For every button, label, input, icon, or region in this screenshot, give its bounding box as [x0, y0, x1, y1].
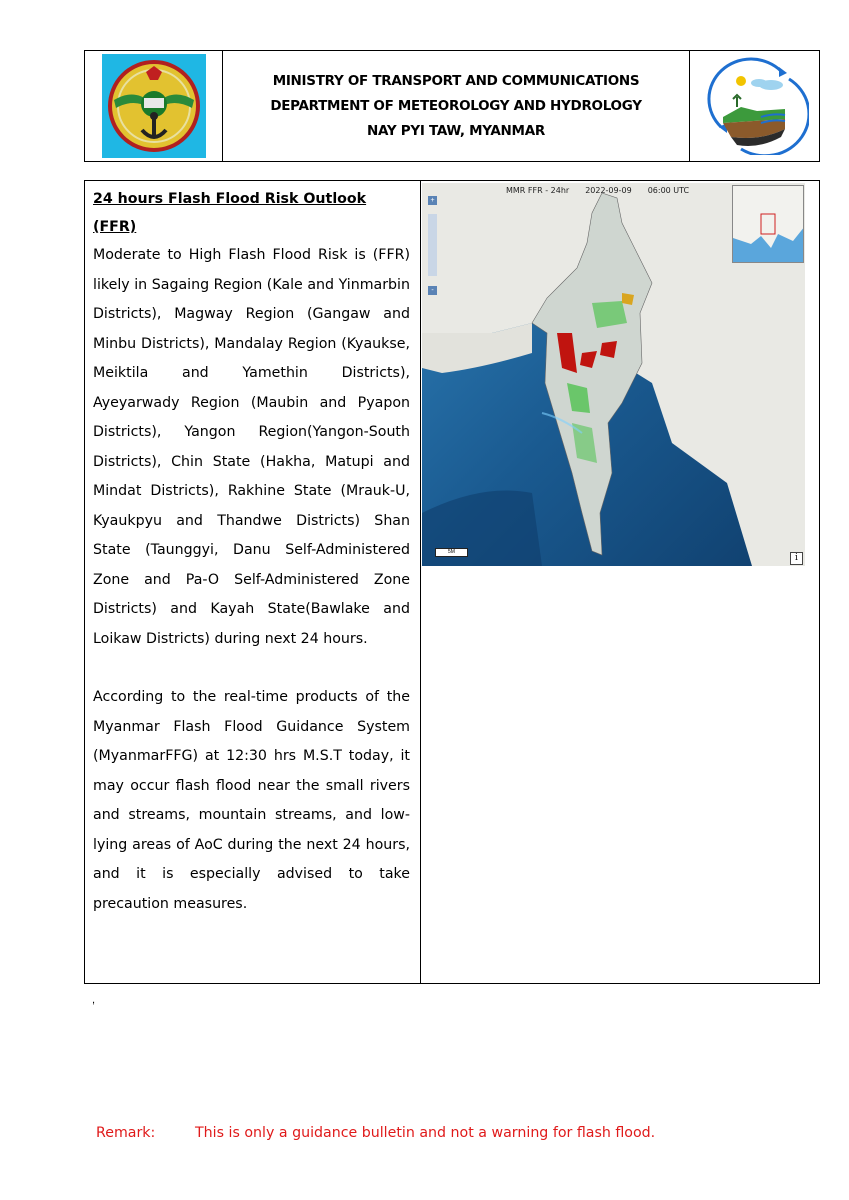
- zoom-in-button[interactable]: +: [428, 196, 437, 205]
- map-product-label: MMR FFR - 24hr: [506, 186, 570, 195]
- bulletin-table: [84, 180, 820, 984]
- ffr-map[interactable]: [422, 183, 805, 566]
- map-scale-bar: 5M: [435, 548, 468, 557]
- remark-footer: [96, 1125, 655, 1141]
- stray-mark: ,: [92, 994, 96, 1006]
- zoom-out-button[interactable]: -: [428, 286, 437, 295]
- department-name: DEPARTMENT OF METEOROLOGY AND HYDROLOGY: [270, 98, 642, 114]
- ministry-logo-cell: [85, 51, 223, 161]
- map-date: 2022-09-09: [585, 186, 632, 195]
- zoom-slider[interactable]: [428, 214, 437, 276]
- map-timestamp: [506, 186, 689, 195]
- remark-text: This is only a guidance bulletin and not a warning for flash flood.: [195, 1125, 656, 1141]
- risk-paragraph: Moderate to High Flash Flood Risk is (FFR) likely in Sagaing Region (Kale and Yinmarbin Districts), Magway Region (Gangaw and Minbu Districts), Mandalay Region (Kyaukse, Meiktila and Yamethin Districts), Ayeyarwady Region (Maubin and Pyapon Districts), Yangon Region(Yangon-South Districts), Chin State (Hakha, Matupi and Mindat Districts), Rakhine State (Mrauk-U, Kyaukpyu and Thandwe Districts) Shan State (Taunggyi, Danu Self-Administered Zone and Pa-O Self-Administered Zone Districts) and Kayah State(Bawlake and Loikaw Districts) during next 24 hours.: [93, 247, 410, 647]
- hydrology-logo: [701, 57, 809, 155]
- letterhead: [84, 50, 820, 162]
- location-name: NAY PYI TAW, MYANMAR: [367, 123, 545, 139]
- department-logo-cell: [689, 51, 819, 161]
- guidance-paragraph: According to the real-time products of the Myanmar Flash Flood Guidance System (MyanmarFFG) at 12:30 hrs M.S.T today, it may occur flash flood near the small rivers and streams, mountain streams, and low-lying areas of AoC during the next 24 hours, and it is especially advised to take precaution measures.: [93, 689, 410, 912]
- ministry-emblem: [102, 54, 206, 158]
- overview-inset-map[interactable]: [732, 185, 804, 263]
- header-title: [223, 51, 689, 161]
- section-title: 24 hours Flash Flood Risk Outlook (FFR): [93, 191, 367, 235]
- remark-label: Remark:: [96, 1125, 156, 1141]
- map-cell: [421, 181, 819, 983]
- map-info-button[interactable]: i: [790, 552, 803, 565]
- ministry-name: MINISTRY OF TRANSPORT AND COMMUNICATIONS: [272, 73, 640, 89]
- outlook-text-cell: [85, 181, 421, 983]
- map-time: 06:00 UTC: [647, 186, 690, 195]
